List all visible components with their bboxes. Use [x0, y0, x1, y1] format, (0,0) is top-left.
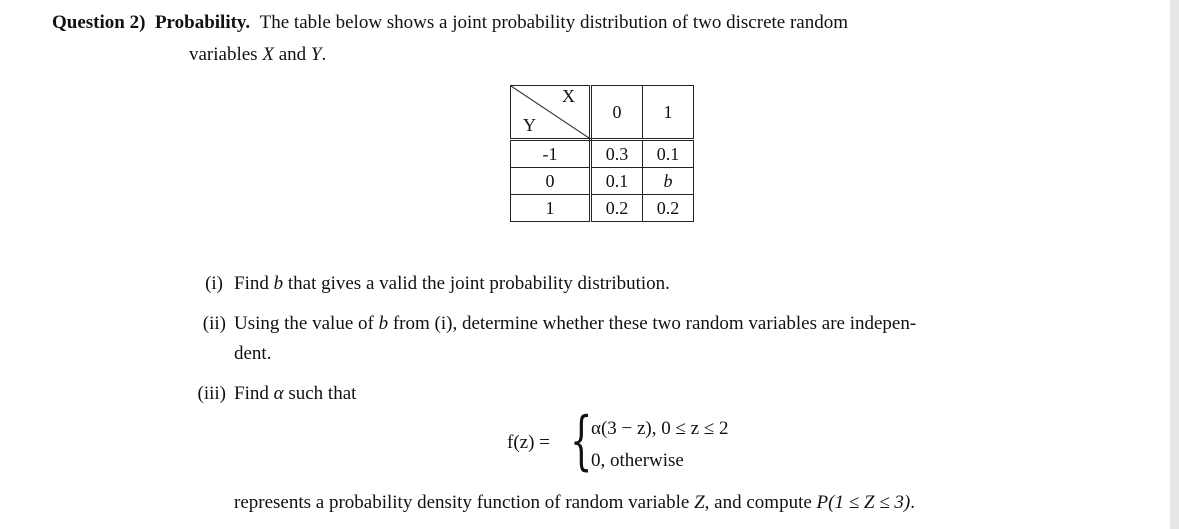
col-header-x0: 0 — [591, 86, 643, 140]
intro-text: variables — [189, 44, 263, 65]
part-label: (i) — [205, 273, 223, 294]
table-row — [511, 195, 694, 222]
formula-case-1: α(3 − z), 0 ≤ z ≤ 2 — [591, 418, 729, 439]
var-b: b — [378, 313, 389, 334]
row-header-y: 1 — [511, 195, 591, 222]
table-cell: 0.1 — [643, 140, 694, 168]
table-row — [511, 168, 694, 195]
closing-text-c: . — [910, 492, 915, 513]
question-heading-line — [52, 12, 848, 34]
part-text-b: such that — [283, 383, 357, 404]
left-brace: { — [570, 404, 593, 478]
closing-text-b: , and compute — [704, 492, 817, 513]
corner-y-label: Y — [523, 115, 536, 135]
table-cell — [643, 168, 694, 195]
var-alpha: α — [273, 383, 284, 404]
part-text-b: from (i), determine whether these two random variables are indepen- — [388, 313, 917, 334]
closing-text-a: represents a probability density function of random variable — [234, 492, 695, 513]
intro-end: . — [321, 44, 327, 65]
part-ii-continued: dent. — [234, 343, 272, 364]
page-edge — [1170, 0, 1179, 529]
var-b: b — [273, 273, 284, 294]
table-cell: 0.1 — [591, 168, 643, 195]
table-cell: 0.3 — [591, 140, 643, 168]
part-text-a: Find — [234, 383, 274, 404]
part-text — [234, 313, 916, 335]
part-label: (ii) — [202, 313, 226, 334]
formula-lhs: f(z) = — [507, 432, 550, 453]
row-header-y: -1 — [511, 140, 591, 168]
var-z: Z — [694, 492, 705, 513]
question-topic: Probability. — [154, 12, 251, 33]
question-intro-continued — [189, 44, 326, 66]
table-corner-cell — [511, 86, 591, 140]
part-text-a: Find — [234, 273, 274, 294]
joint-probability-table — [510, 85, 694, 222]
part-text — [234, 383, 356, 405]
table-cell: 0.2 — [643, 195, 694, 222]
table-row — [511, 140, 694, 168]
part-text-b: that gives a valid the joint probability distribution. — [283, 273, 670, 294]
col-header-x1: 1 — [643, 86, 694, 140]
question-label: Question 2) — [52, 12, 146, 33]
var-x: X — [262, 44, 274, 65]
var-y: Y — [310, 44, 322, 65]
table-cell: 0.2 — [591, 195, 643, 222]
part-text — [234, 273, 670, 295]
probability-expression: P(1 ≤ Z ≤ 3) — [816, 492, 911, 513]
part-label: (iii) — [197, 383, 226, 404]
intro-and: and — [273, 44, 311, 65]
corner-x-label: X — [562, 86, 575, 106]
table-header-row — [511, 86, 694, 140]
formula-case-2: 0, otherwise — [591, 450, 684, 471]
row-header-y: 0 — [511, 168, 591, 195]
closing-line — [234, 492, 915, 514]
part-text-a: Using the value of — [234, 313, 379, 334]
question-intro: The table below shows a joint probability distribution of two discrete random — [259, 12, 849, 33]
unknown-b: b — [663, 171, 673, 191]
